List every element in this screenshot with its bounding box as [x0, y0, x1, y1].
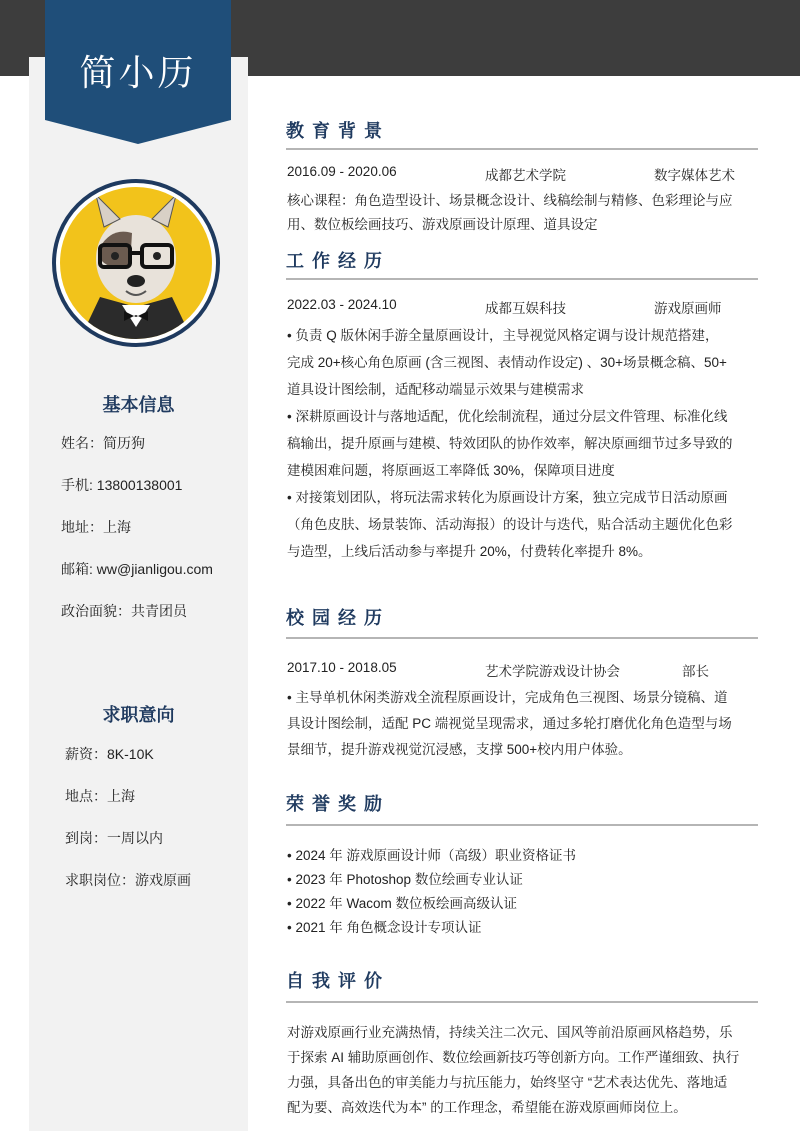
work-line: • 对接策划团队，将玩法需求转化为原画设计方案，独立完成节日活动原画	[287, 490, 728, 505]
info-name: 姓名：简历狗	[61, 435, 145, 451]
avatar	[52, 179, 220, 347]
info-phone: 手机: 13800138001	[61, 477, 183, 493]
work-date: 2022.03 - 2024.10	[287, 297, 397, 312]
campus-title: 校园经历	[286, 608, 390, 628]
honor-item: • 2023 年 Photoshop 数位绘画专业认证	[287, 872, 523, 887]
work-role: 游戏原画师	[654, 301, 722, 316]
work-title: 工作经历	[286, 251, 390, 271]
self-line: 力强，具备出色的审美能力与抗压能力，始终坚守 “艺术表达优先、落地适	[287, 1075, 728, 1090]
candidate-name: 简小历	[79, 53, 197, 94]
edu-school: 成都艺术学院	[485, 168, 566, 183]
honor-item: • 2021 年 角色概念设计专项认证	[287, 920, 482, 935]
campus-role: 部长	[682, 664, 709, 679]
campus-org: 艺术学院游戏设计协会	[485, 664, 620, 679]
section-divider	[286, 637, 758, 639]
section-divider	[286, 148, 758, 150]
work-line: • 深耕原画设计与落地适配，优化绘制流程，通过分层文件管理、标准化线	[287, 409, 728, 424]
info-email: 邮箱: ww@jianligou.com	[61, 561, 213, 577]
campus-line: • 主导单机休闲类游戏全流程原画设计，完成角色三视图、场景分镜稿、道	[287, 690, 728, 705]
intent-salary: 薪资：8K-10K	[65, 746, 154, 762]
intent-start: 到岗：一周以内	[65, 830, 163, 846]
section-divider	[286, 1001, 758, 1003]
section-divider	[286, 278, 758, 280]
self-line: 对游戏原画行业充满热情，持续关注二次元、国风等前沿原画风格趋势，乐	[287, 1025, 733, 1040]
self-eval-title: 自我评价	[286, 971, 390, 991]
job-intention-title: 求职意向	[102, 705, 175, 725]
section-divider	[286, 824, 758, 826]
edu-date: 2016.09 - 2020.06	[287, 164, 397, 179]
info-political: 政治面貌：共青团员	[61, 603, 187, 619]
self-line: 配为要、高效迭代为本” 的工作理念，希望能在游戏原画师岗位上。	[287, 1100, 687, 1115]
dog-portrait-icon	[60, 187, 212, 339]
work-line: （角色皮肤、场景装饰、活动海报）的设计与迭代，贴合活动主题优化色彩	[287, 517, 733, 532]
work-company: 成都互娱科技	[485, 301, 566, 316]
campus-line: 景细节，提升游戏视觉沉浸感，支撑 500+校内用户体验。	[287, 742, 632, 757]
work-line: 道具设计图绘制，适配移动端显示效果与建模需求	[287, 382, 584, 397]
name-banner	[45, 0, 231, 144]
info-address: 地址：上海	[61, 519, 131, 535]
campus-date: 2017.10 - 2018.05	[287, 660, 397, 675]
intent-position: 求职岗位：游戏原画	[65, 872, 191, 888]
campus-line: 具设计图绘制，适配 PC 端视觉呈现需求，通过多轮打磨优化角色造型与场	[287, 716, 732, 731]
self-line: 于探索 AI 辅助原画创作、数位绘画新技巧等创新方向。工作严谨细致、执行	[287, 1050, 740, 1065]
intent-location: 地点：上海	[65, 788, 135, 804]
honor-item: • 2024 年 游戏原画设计师（高级）职业资格证书	[287, 848, 577, 863]
education-title: 教育背景	[286, 121, 390, 141]
edu-major: 数字媒体艺术	[654, 168, 735, 183]
edu-line: 核心课程：角色造型设计、场景概念设计、线稿绘制与精修、色彩理论与应	[287, 193, 733, 208]
work-line: 建模困难问题，将原画返工率降低 30%，保障项目进度	[287, 463, 615, 478]
work-line: 完成 20+核心角色原画 (含三视图、表情动作设定) 、30+场景概念稿、50+	[287, 355, 727, 370]
work-line: 稿输出，提升原画与建模、特效团队的协作效率，解决原画细节过多导致的	[287, 436, 733, 451]
work-line: 与造型，上线后活动参与率提升 20%，付费转化率提升 8%。	[287, 544, 652, 559]
work-line: • 负责 Q 版休闲手游全量原画设计，主导视觉风格定调与设计规范搭建，	[287, 328, 719, 343]
honor-item: • 2022 年 Wacom 数位板绘画高级认证	[287, 896, 518, 911]
honors-title: 荣誉奖励	[286, 794, 390, 814]
basic-info-title: 基本信息	[102, 395, 175, 415]
edu-line: 用、数位板绘画技巧、游戏原画设计原理、道具设定	[287, 217, 598, 232]
